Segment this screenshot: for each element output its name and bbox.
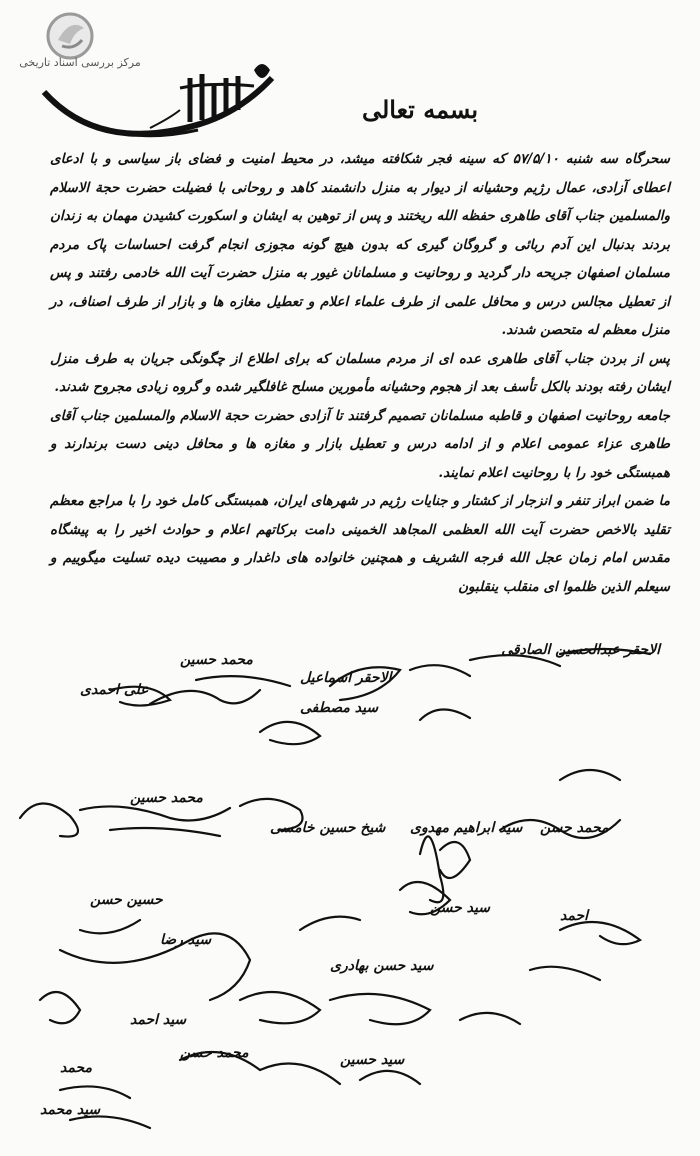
signature-name: حسین حسن [90, 892, 163, 908]
signatures-area [0, 640, 700, 1156]
signature-name: سید ابراهیم مهدوی [410, 820, 523, 836]
signature-name: الاحقر عبدالحسین الصادقی [501, 642, 660, 658]
tughra-seal [40, 58, 280, 154]
archive-logo [44, 10, 96, 62]
letter-paragraph: جامعه روحانیت اصفهان و قاطبه مسلمانان تصمیم گرفتند تا آزادی حضرت حجة الاسلام والمسلمین جناب آقای طاهری عزاء عمومی اعلام و از ادامه درس و تعطیل بازار و مغازه ها و محافل دینی دست برندارند و همبستگی خود را با روحانیت اعلام نمایند. [50, 407, 670, 481]
letter-paragraph: پس از بردن جناب آقای طاهری عده ای از مردم مسلمان که برای اطلاع از چگونگی جریان به طرف منزل ایشان رفته بودند بالکل تأسف بعد از هجوم وحشیانه مأمورین مسلح غافلگیر شده و گروه زیادی مجروح شدند. [50, 350, 670, 395]
signature-name: شیخ حسین خامسی [270, 820, 386, 836]
signature-name: علی احمدی [80, 682, 149, 698]
signature-name: سید حسین [340, 1052, 405, 1068]
signature-name: محمد حسن [540, 820, 609, 836]
signature-name: احمد [560, 908, 588, 924]
signature-name: محمد حسن [180, 1045, 249, 1061]
letter-paragraph: سحرگاه سه شنبه ۵۷/۵/۱۰ که سینه فجر شکافته میشد، در محیط امنیت و فضای باز سیاسی و با ادعای اعطای آزادی، عمال رژیم وحشیانه از دیوار به منزل دانشمند کاهد و روحانی با فضیلت حضرت حجة الاسلام والمسلمین جناب آقای طاهری حفظه الله ریختند و پس از توهین به ایشان و اسکورت کشیدن مهمان به زندان بردند بدنبال این آدم ربائی و گروگان گیری که بدون هیچ گونه مجوزی انجام گرفت احساسات پاک مردم مسلمان اصفهان جریحه دار گردید و روحانیت و مسلمانان غیور به منزل حضرت آیت الله خادمی رفتند و پس از تعطیل مجالس درس و محافل علمی از طرف علماء اعلام و تعطیل مغازه ها و بازار از طرف اصناف، در منزل معظم له متحصن شدند. [50, 151, 670, 338]
signature-name: سید احمد [130, 1012, 187, 1028]
signature-name: محمد حسین [130, 790, 203, 806]
signature-name: سید محمد [40, 1102, 101, 1118]
signature-name: سید مصطفی [300, 700, 379, 716]
signature-name: سید حسن [430, 900, 490, 916]
letter-paragraph: ما ضمن ابراز تنفر و انزجار از کشتار و جنایات رژیم در شهرهای ایران، همبستگی کامل خود را با مراجع معظم تقلید بالاخص حضرت آیت الله العظمی المجاهد الخمینی دامت برکاتهم اعلام و حوادث اخیر را به پیشگاه مقدس امام زمان عجل الله فرجه الشریف و همچنین خانواده های داغدار و مصیبت دیده تسلیت میگوییم و سیعلم الذین ظلموا ای منقلب ینقلبون [50, 493, 670, 595]
signature-name: الاحقر اسماعیل [300, 670, 392, 686]
signature-name: سید رضا [160, 932, 212, 948]
archive-label: مرکز بررسی اسناد تاریخی [19, 56, 141, 69]
basmala-heading: بسمه تعالی [361, 95, 479, 124]
signature-strokes [0, 640, 700, 1156]
signature-name: محمد [60, 1060, 92, 1076]
letter-body [50, 145, 670, 601]
signature-name: محمد حسین [180, 652, 253, 668]
signature-name: سید حسن بهادری [330, 958, 434, 974]
